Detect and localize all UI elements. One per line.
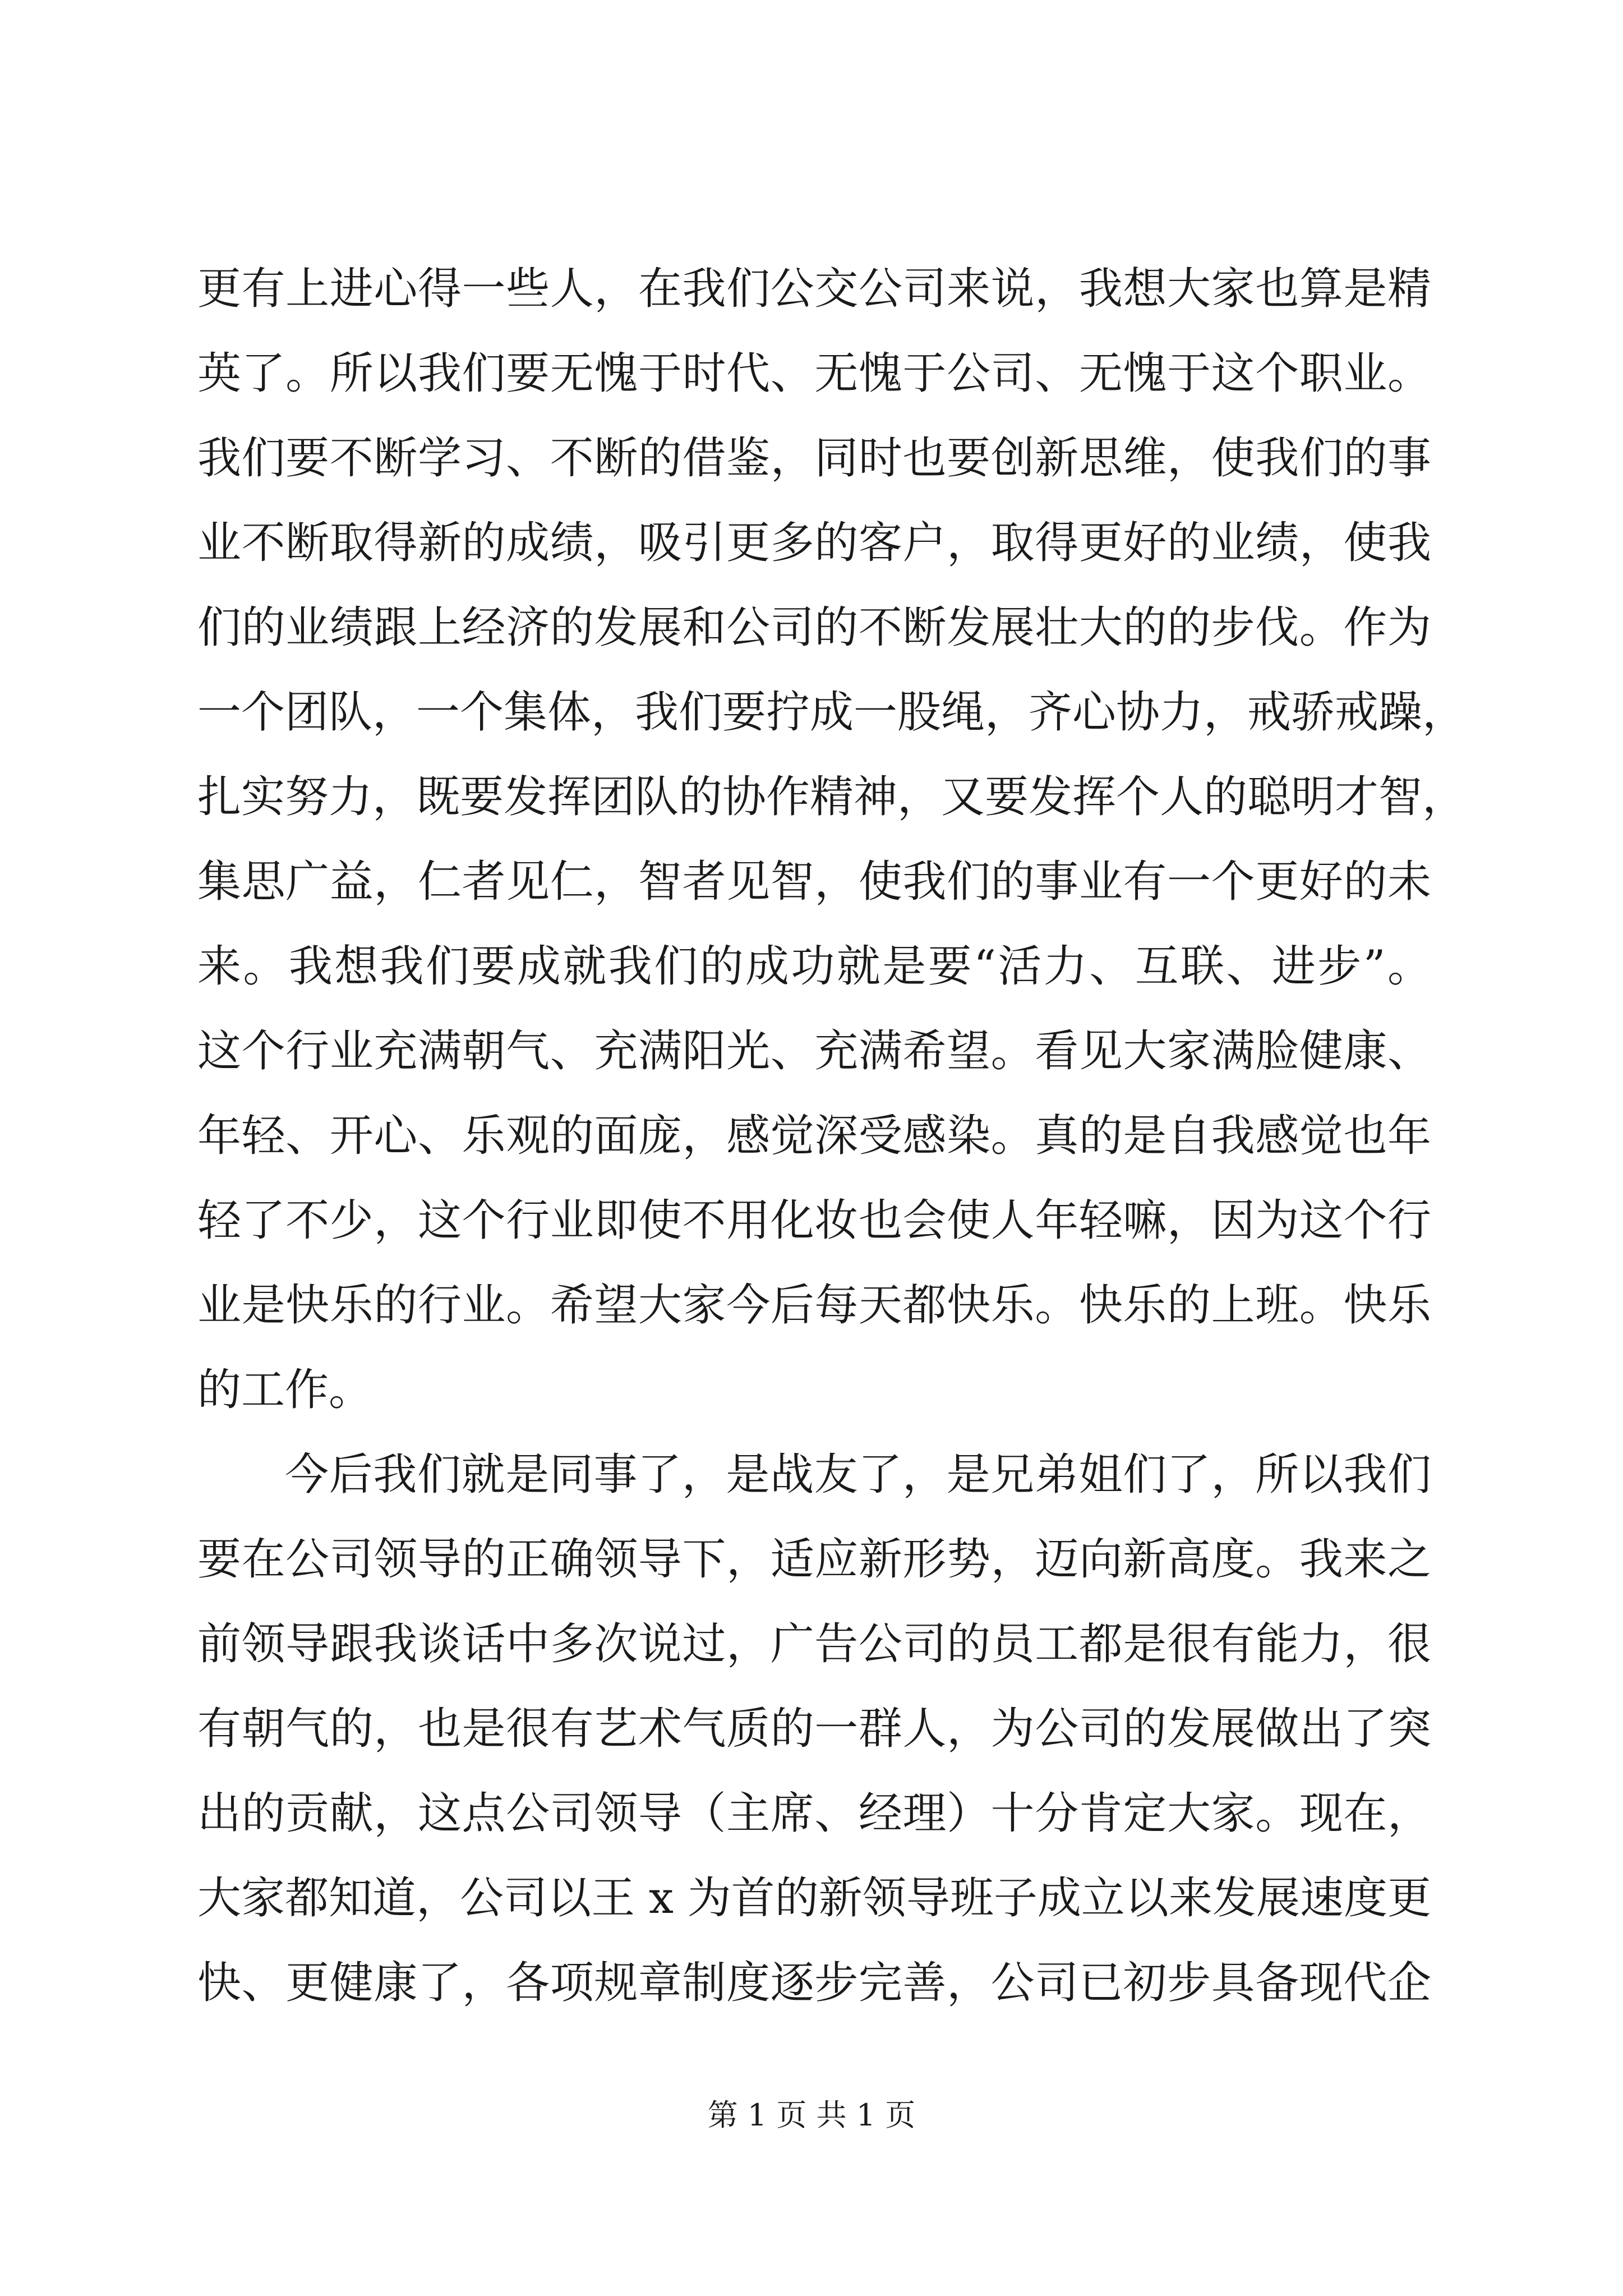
text-line: 扎实努力，既要发挥团队的协作精神，又要发挥个人的聪明才智， (197, 772, 1467, 822)
text-line: 的工作。 (197, 1365, 373, 1415)
text-line: 出的贡献，这点公司领导（主席、经理）十分肯定大家。现在， (197, 1788, 1431, 1839)
text-line: 们的业绩跟上经济的发展和公司的不断发展壮大的的步伐。作为 (197, 602, 1431, 653)
text-line: 业不断取得新的成绩，吸引更多的客户，取得更好的业绩，使我 (197, 518, 1431, 568)
text-line: 这个行业充满朝气、充满阳光、充满希望。看见大家满脸健康、 (197, 1026, 1431, 1076)
text-line: 轻了不少，这个行业即使不用化妆也会使人年轻嘛，因为这个行 (197, 1195, 1431, 1246)
text-line: 业是快乐的行业。希望大家今后每天都快乐。快乐的上班。快乐 (197, 1280, 1431, 1331)
page-footer: 第 1 页 共 1 页 (707, 2097, 916, 2133)
text-line: 要在公司领导的正确领导下，适应新形势，迈向新高度。我来之 (197, 1534, 1431, 1585)
text-line: 我们要不断学习、不断的借鉴，同时也要创新思维，使我们的事 (197, 433, 1431, 484)
text-line: 快、更健康了，各项规章制度逐步完善，公司已初步具备现代企 (197, 1958, 1431, 2008)
text-line: 大家都知道，公司以王 x 为首的新领导班子成立以来发展速度更 (197, 1873, 1431, 1924)
text-line: 英了。所以我们要无愧于时代、无愧于公司、无愧于这个职业。 (197, 348, 1431, 399)
text-line: 集思广益，仁者见仁，智者见智，使我们的事业有一个更好的未 (197, 857, 1431, 907)
text-line: 一个团队，一个集体，我们要拧成一股绳，齐心协力，戒骄戒躁， (197, 687, 1467, 738)
text-line: 更有上进心得一些人，在我们公交公司来说，我想大家也算是精 (197, 264, 1431, 314)
text-line: 来。我想我们要成就我们的成功就是要“活力、互联、进步”。 (197, 941, 1431, 992)
body-text (197, 247, 1467, 2026)
text-line: 前领导跟我谈话中多次说过，广告公司的员工都是很有能力，很 (197, 1619, 1431, 1669)
paragraph-first-line: 今后我们就是同事了，是战友了，是兄弟姐们了，所以我们 (285, 1450, 1431, 1500)
text-line: 年轻、开心、乐观的面庞，感觉深受感染。真的是自我感觉也年 (197, 1111, 1431, 1161)
text-line: 有朝气的，也是很有艺术气质的一群人，为公司的发展做出了突 (197, 1704, 1431, 1754)
